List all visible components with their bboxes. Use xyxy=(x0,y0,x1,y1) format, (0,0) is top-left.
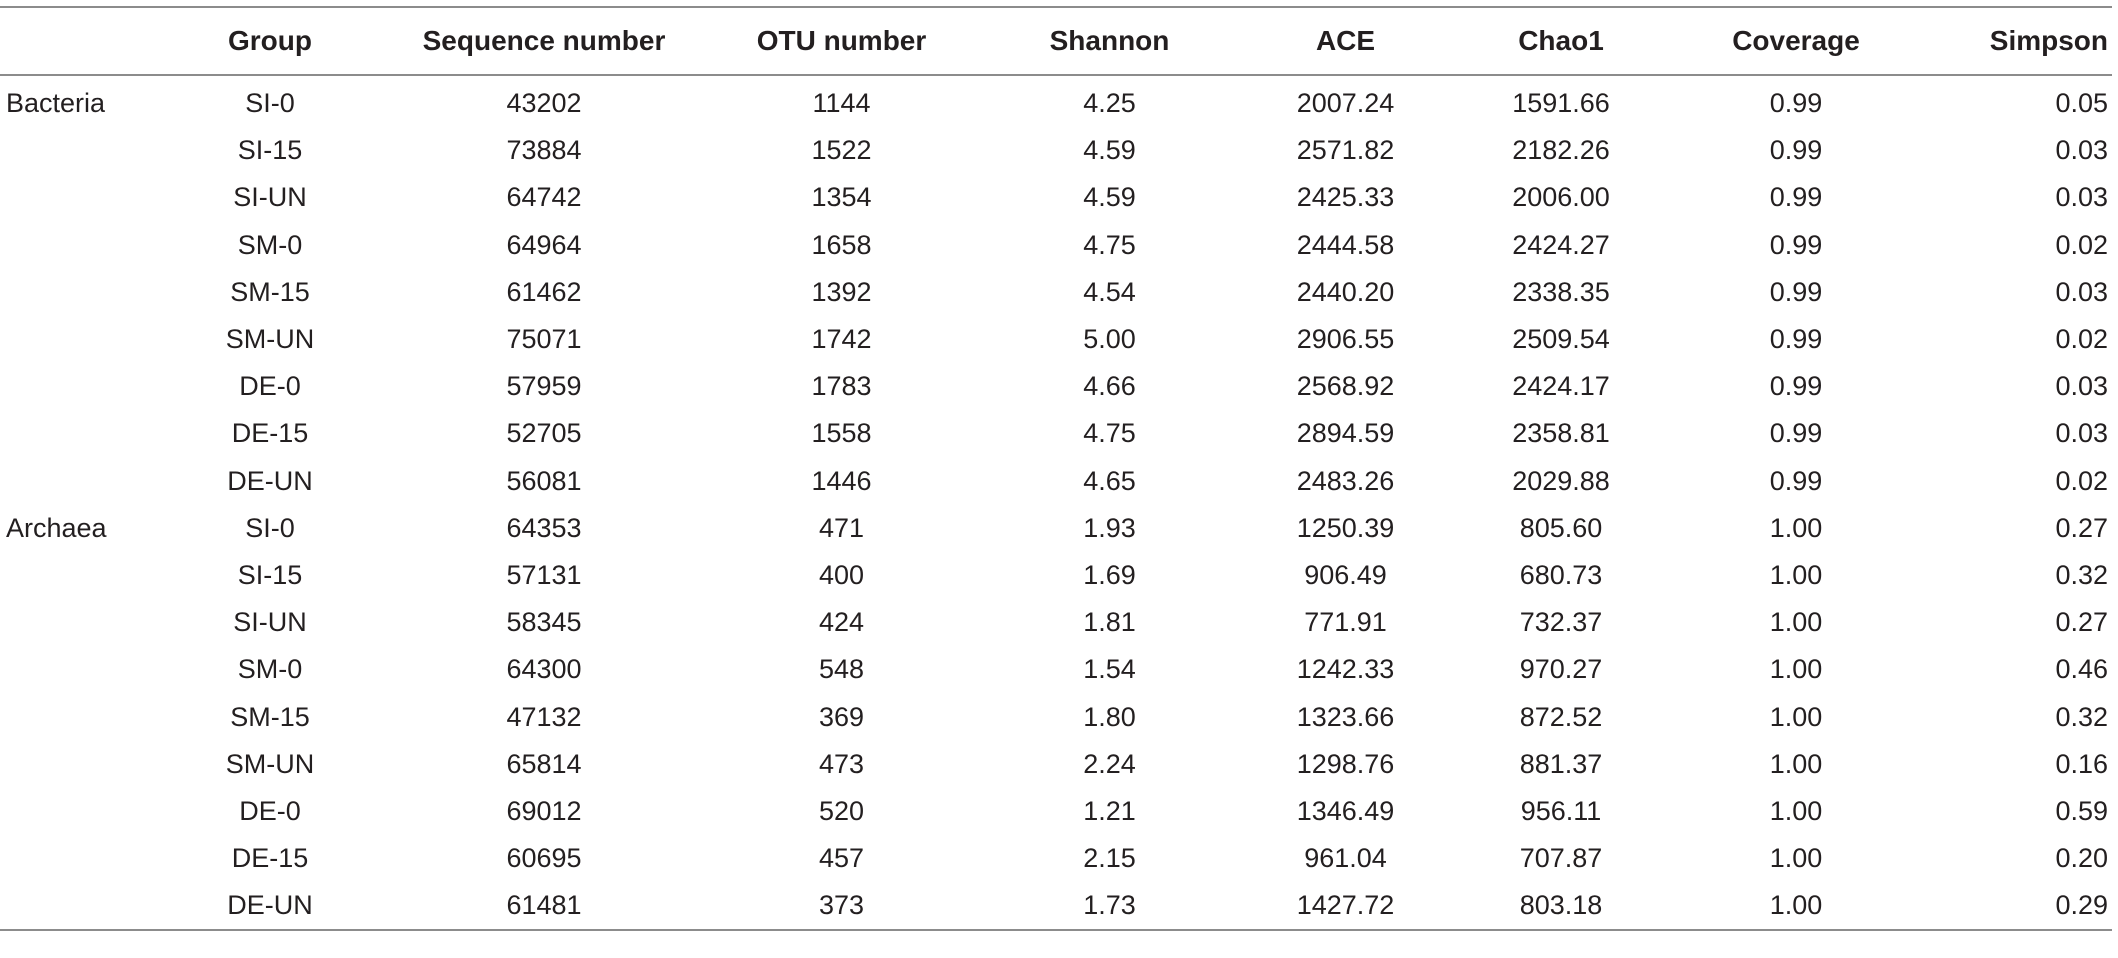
otu-number-cell: 1392 xyxy=(811,276,872,307)
coverage-cell: 1.00 xyxy=(1769,559,1823,590)
sequence-number-cell: 61481 xyxy=(506,890,582,921)
domain-cell: Bacteria xyxy=(6,88,106,119)
chao1-cell: 680.73 xyxy=(1519,559,1603,590)
otu-number-cell: 1558 xyxy=(811,418,872,449)
chao1-cell: 805.60 xyxy=(1519,512,1603,543)
group-cell: SI-UN xyxy=(233,607,307,638)
coverage-cell: 1.00 xyxy=(1769,607,1823,638)
sequence-number-cell: 64742 xyxy=(506,182,582,213)
coverage-cell: 1.00 xyxy=(1769,748,1823,779)
ace-cell: 2425.33 xyxy=(1296,182,1395,213)
table-body xyxy=(0,75,2112,930)
ace-cell: 1242.33 xyxy=(1296,654,1395,685)
otu-number-cell: 520 xyxy=(818,795,865,826)
group-cell: DE-UN xyxy=(227,890,313,921)
domain-cell xyxy=(0,599,155,646)
sequence-number-cell: 43202 xyxy=(506,88,582,119)
header-simpson: Simpson xyxy=(1989,25,2108,56)
otu-number-cell: 1522 xyxy=(811,135,872,166)
chao1-cell: 2182.26 xyxy=(1512,135,1610,166)
ace-cell: 1427.72 xyxy=(1296,890,1395,921)
table-row xyxy=(0,75,2112,127)
chao1-cell: 881.37 xyxy=(1519,748,1603,779)
coverage-cell: 0.99 xyxy=(1769,88,1823,119)
group-cell: SM-UN xyxy=(225,324,315,355)
otu-number-cell: 369 xyxy=(818,701,865,732)
shannon-cell: 4.59 xyxy=(1083,182,1136,213)
group-cell: SM-0 xyxy=(237,654,303,685)
domain-cell xyxy=(0,316,155,363)
chao1-cell: 2424.27 xyxy=(1512,229,1610,260)
chao1-cell: 970.27 xyxy=(1519,654,1603,685)
coverage-cell: 1.00 xyxy=(1769,890,1823,921)
domain-cell xyxy=(0,174,155,221)
table-row xyxy=(0,552,2112,599)
chao1-cell: 2509.54 xyxy=(1512,324,1610,355)
chao1-cell: 2358.81 xyxy=(1512,418,1610,449)
domain-cell xyxy=(0,269,155,316)
coverage-cell: 0.99 xyxy=(1769,135,1823,166)
otu-number-cell: 1742 xyxy=(811,324,872,355)
simpson-cell: 0.59 xyxy=(2055,795,2108,826)
simpson-cell: 0.46 xyxy=(2055,654,2108,685)
simpson-cell: 0.03 xyxy=(2055,276,2108,307)
simpson-cell: 0.03 xyxy=(2055,182,2108,213)
header-group: Group xyxy=(228,25,312,56)
ace-cell: 2906.55 xyxy=(1296,324,1395,355)
chao1-cell: 732.37 xyxy=(1519,607,1603,638)
shannon-cell: 2.24 xyxy=(1083,748,1136,779)
table-row xyxy=(0,882,2112,930)
group-cell: SI-15 xyxy=(237,135,303,166)
coverage-cell: 1.00 xyxy=(1769,701,1823,732)
shannon-cell: 1.93 xyxy=(1083,512,1136,543)
sequence-number-cell: 56081 xyxy=(506,465,582,496)
group-cell: DE-15 xyxy=(231,418,309,449)
coverage-cell: 1.00 xyxy=(1769,654,1823,685)
group-cell: SI-0 xyxy=(245,88,295,119)
coverage-cell: 1.00 xyxy=(1769,795,1823,826)
simpson-cell: 0.05 xyxy=(2055,88,2108,119)
coverage-cell: 0.99 xyxy=(1769,371,1823,402)
simpson-cell: 0.20 xyxy=(2055,843,2108,874)
shannon-cell: 4.66 xyxy=(1083,371,1136,402)
sequence-number-cell: 47132 xyxy=(506,701,582,732)
sequence-number-cell: 64353 xyxy=(506,512,582,543)
group-cell: SI-15 xyxy=(237,559,303,590)
sequence-number-cell: 65814 xyxy=(506,748,582,779)
table-row xyxy=(0,222,2112,269)
shannon-cell: 4.65 xyxy=(1083,465,1136,496)
domain-cell xyxy=(0,363,155,410)
shannon-cell: 2.15 xyxy=(1083,843,1136,874)
otu-number-cell: 1783 xyxy=(811,371,872,402)
simpson-cell: 0.27 xyxy=(2055,607,2108,638)
table-row xyxy=(0,269,2112,316)
ace-cell: 2571.82 xyxy=(1296,135,1395,166)
group-cell: SM-15 xyxy=(230,701,310,732)
header-coverage: Coverage xyxy=(1732,25,1860,56)
group-cell: SI-UN xyxy=(233,182,307,213)
ace-cell: 2894.59 xyxy=(1296,418,1395,449)
chao1-cell: 2424.17 xyxy=(1512,371,1610,402)
ace-cell: 771.91 xyxy=(1304,607,1387,638)
shannon-cell: 4.59 xyxy=(1083,135,1136,166)
shannon-cell: 5.00 xyxy=(1083,324,1136,355)
shannon-cell: 1.54 xyxy=(1083,654,1136,685)
coverage-cell: 0.99 xyxy=(1769,276,1823,307)
header-domain xyxy=(0,7,155,75)
group-cell: SM-UN xyxy=(225,748,315,779)
simpson-cell: 0.27 xyxy=(2055,512,2108,543)
table-row xyxy=(0,646,2112,693)
sequence-number-cell: 57131 xyxy=(506,559,582,590)
chao1-cell: 803.18 xyxy=(1519,890,1603,921)
sequence-number-cell: 61462 xyxy=(506,276,582,307)
chao1-cell: 1591.66 xyxy=(1512,88,1610,119)
table-row xyxy=(0,174,2112,221)
coverage-cell: 1.00 xyxy=(1769,512,1823,543)
header-chao1: Chao1 xyxy=(1518,25,1604,56)
table-row xyxy=(0,505,2112,552)
otu-number-cell: 473 xyxy=(818,748,865,779)
sequence-number-cell: 69012 xyxy=(506,795,582,826)
ace-cell: 906.49 xyxy=(1304,559,1387,590)
header-shannon: Shannon xyxy=(1049,25,1170,56)
domain-cell xyxy=(0,741,155,788)
shannon-cell: 4.25 xyxy=(1083,88,1136,119)
domain-cell xyxy=(0,458,155,505)
group-cell: DE-0 xyxy=(239,371,301,402)
table-row xyxy=(0,835,2112,882)
domain-cell: Archaea xyxy=(6,512,107,543)
table-row xyxy=(0,363,2112,410)
ace-cell: 1323.66 xyxy=(1296,701,1395,732)
sequence-number-cell: 57959 xyxy=(506,371,582,402)
otu-number-cell: 424 xyxy=(818,607,865,638)
sequence-number-cell: 73884 xyxy=(506,135,582,166)
domain-cell xyxy=(0,882,155,930)
table-row xyxy=(0,458,2112,505)
ace-cell: 961.04 xyxy=(1304,843,1387,874)
shannon-cell: 1.21 xyxy=(1083,795,1136,826)
table-row xyxy=(0,693,2112,740)
shannon-cell: 4.75 xyxy=(1083,418,1136,449)
otu-number-cell: 373 xyxy=(818,890,865,921)
chao1-cell: 2029.88 xyxy=(1512,465,1610,496)
coverage-cell: 0.99 xyxy=(1769,465,1823,496)
shannon-cell: 1.81 xyxy=(1083,607,1136,638)
coverage-cell: 0.99 xyxy=(1769,324,1823,355)
table-row xyxy=(0,788,2112,835)
group-cell: DE-UN xyxy=(227,465,313,496)
simpson-cell: 0.03 xyxy=(2055,135,2108,166)
simpson-cell: 0.03 xyxy=(2055,371,2108,402)
header-row xyxy=(0,7,2112,75)
chao1-cell: 956.11 xyxy=(1520,795,1602,826)
ace-cell: 2568.92 xyxy=(1296,371,1395,402)
ace-cell: 2483.26 xyxy=(1296,465,1395,496)
otu-number-cell: 1354 xyxy=(811,182,872,213)
table-row xyxy=(0,599,2112,646)
shannon-cell: 1.73 xyxy=(1083,890,1136,921)
simpson-cell: 0.02 xyxy=(2055,229,2108,260)
simpson-cell: 0.03 xyxy=(2055,418,2108,449)
simpson-cell: 0.02 xyxy=(2055,465,2108,496)
group-cell: SI-0 xyxy=(245,512,295,543)
sequence-number-cell: 58345 xyxy=(506,607,582,638)
ace-cell: 1250.39 xyxy=(1296,512,1395,543)
domain-cell xyxy=(0,693,155,740)
header-ace: ACE xyxy=(1315,25,1376,56)
coverage-cell: 0.99 xyxy=(1769,418,1823,449)
sequence-number-cell: 64964 xyxy=(506,229,582,260)
simpson-cell: 0.02 xyxy=(2055,324,2108,355)
domain-cell xyxy=(0,646,155,693)
table-row xyxy=(0,127,2112,174)
coverage-cell: 0.99 xyxy=(1769,182,1823,213)
shannon-cell: 1.80 xyxy=(1083,701,1136,732)
ace-cell: 1298.76 xyxy=(1296,748,1395,779)
ace-cell: 2440.20 xyxy=(1296,276,1395,307)
simpson-cell: 0.29 xyxy=(2055,890,2108,921)
table-row xyxy=(0,741,2112,788)
ace-cell: 1346.49 xyxy=(1296,795,1395,826)
otu-number-cell: 1446 xyxy=(811,465,872,496)
simpson-cell: 0.32 xyxy=(2055,701,2108,732)
diversity-table-container xyxy=(0,6,2112,931)
sequence-number-cell: 60695 xyxy=(506,843,582,874)
chao1-cell: 707.87 xyxy=(1519,843,1603,874)
table-row xyxy=(0,316,2112,363)
coverage-cell: 1.00 xyxy=(1769,843,1823,874)
table-header xyxy=(0,7,2112,75)
group-cell: SM-0 xyxy=(237,229,303,260)
shannon-cell: 1.69 xyxy=(1083,559,1136,590)
domain-cell xyxy=(0,222,155,269)
otu-number-cell: 400 xyxy=(818,559,865,590)
header-otu-number: OTU number xyxy=(756,25,927,56)
ace-cell: 2444.58 xyxy=(1296,229,1395,260)
coverage-cell: 0.99 xyxy=(1769,229,1823,260)
domain-cell xyxy=(0,788,155,835)
sequence-number-cell: 64300 xyxy=(506,654,582,685)
shannon-cell: 4.75 xyxy=(1083,229,1136,260)
sequence-number-cell: 75071 xyxy=(506,324,582,355)
diversity-table xyxy=(0,6,2112,931)
chao1-cell: 872.52 xyxy=(1519,701,1603,732)
ace-cell: 2007.24 xyxy=(1296,88,1395,119)
group-cell: DE-15 xyxy=(231,843,309,874)
domain-cell xyxy=(0,127,155,174)
table-row xyxy=(0,410,2112,457)
chao1-cell: 2006.00 xyxy=(1512,182,1610,213)
otu-number-cell: 548 xyxy=(818,654,865,685)
simpson-cell: 0.32 xyxy=(2055,559,2108,590)
otu-number-cell: 1658 xyxy=(811,229,872,260)
domain-cell xyxy=(0,835,155,882)
chao1-cell: 2338.35 xyxy=(1512,276,1610,307)
group-cell: SM-15 xyxy=(230,276,310,307)
header-sequence-number: Sequence number xyxy=(422,25,666,56)
group-cell: DE-0 xyxy=(239,795,301,826)
otu-number-cell: 1144 xyxy=(812,88,871,119)
otu-number-cell: 471 xyxy=(818,512,865,543)
domain-cell xyxy=(0,410,155,457)
domain-cell xyxy=(0,552,155,599)
sequence-number-cell: 52705 xyxy=(506,418,582,449)
simpson-cell: 0.16 xyxy=(2055,748,2108,779)
shannon-cell: 4.54 xyxy=(1083,276,1136,307)
otu-number-cell: 457 xyxy=(818,843,865,874)
